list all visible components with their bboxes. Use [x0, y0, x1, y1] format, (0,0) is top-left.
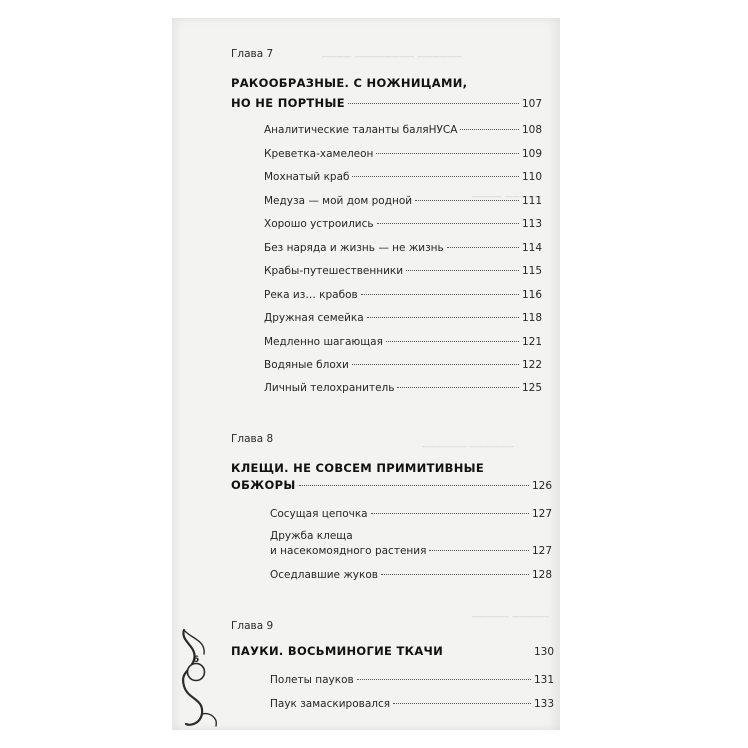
- toc-page-number: 111: [521, 195, 542, 207]
- toc-entry[interactable]: [264, 289, 542, 301]
- leader-dots: [299, 485, 529, 486]
- bleed-through-text: ▁▁▁▁▁▁ ▁▁▁▁▁▁: [422, 438, 515, 448]
- toc-entry[interactable]: [270, 698, 554, 710]
- toc-entry-title: Водяные блохи: [264, 359, 349, 371]
- toc-entry-chapter[interactable]: [231, 644, 554, 658]
- toc-entry-title: Сосущая цепочка: [270, 508, 368, 520]
- leader-dots: [367, 317, 519, 318]
- bleed-through-text: ▁▁▁▁ ▁▁▁▁▁▁▁▁ ▁▁▁▁▁▁: [322, 48, 463, 58]
- toc-entry-title: Река из… крабов: [264, 289, 358, 301]
- toc-page-number: 107: [521, 98, 542, 110]
- toc-entry[interactable]: [264, 359, 542, 371]
- page-number: 6: [192, 655, 200, 665]
- leader-dots: [393, 703, 531, 704]
- toc-entry-title: Хорошо устроились: [264, 218, 374, 230]
- bleed-through-text: ▁▁▁▁▁ ▁▁▁▁▁: [472, 608, 550, 618]
- toc-page-number: 121: [521, 336, 542, 348]
- leader-dots: [352, 176, 518, 177]
- leader-dots: [352, 364, 519, 365]
- toc-entry-title: Мохнатый краб: [264, 171, 350, 183]
- toc-entry[interactable]: [264, 336, 542, 348]
- toc-page-number: 122: [521, 359, 542, 371]
- leader-dots: [371, 513, 529, 514]
- chapter-label: Глава 9: [231, 620, 274, 632]
- toc-entry-title: ПАУКИ. ВОСЬМИНОГИЕ ТКАЧИ: [231, 644, 444, 658]
- leader-dots: [429, 550, 529, 551]
- leader-dots: [361, 294, 519, 295]
- chapter-title: РАКООБРАЗНЫЕ. С НОЖНИЦАМИ,: [231, 76, 468, 90]
- toc-entry-title: Медленно шагающая: [264, 336, 383, 348]
- toc-entry-title: Крабы-путешественники: [264, 265, 404, 277]
- toc-page-number: 113: [521, 218, 542, 230]
- toc-entry[interactable]: [270, 569, 552, 581]
- leader-dots: [460, 129, 519, 130]
- toc-entry-title: Личный телохранитель: [264, 382, 395, 394]
- toc-entry[interactable]: [264, 195, 542, 207]
- toc-entry[interactable]: [264, 312, 542, 324]
- toc-entry-title: Полеты пауков: [270, 674, 354, 686]
- page-ornament: [178, 628, 224, 728]
- toc-entry-title: Медуза — мой дом родной: [264, 195, 413, 207]
- toc-entry[interactable]: [270, 674, 554, 686]
- toc-entry[interactable]: [264, 218, 542, 230]
- leader-dots: [397, 387, 519, 388]
- toc-page-number: 115: [521, 265, 542, 277]
- toc-page-number: 130: [533, 646, 554, 658]
- toc-page-number: 133: [533, 698, 554, 710]
- toc-page-number: 127: [531, 508, 552, 520]
- toc-entry[interactable]: [264, 382, 542, 394]
- toc-page-number: 125: [521, 382, 542, 394]
- chapter-label: Глава 7: [231, 48, 274, 60]
- leader-dots: [357, 679, 531, 680]
- toc-entry[interactable]: [264, 171, 542, 183]
- toc-entry-title: Дружная семейка: [264, 312, 364, 324]
- leader-dots: [381, 574, 529, 575]
- leader-dots: [348, 103, 519, 104]
- toc-page-number: 127: [531, 545, 552, 557]
- toc-entry-title: и насекомоядного растения: [270, 545, 427, 557]
- toc-page-number: 116: [521, 289, 542, 301]
- toc-entry-title: НО НЕ ПОРТНЫЕ: [231, 96, 345, 110]
- leader-dots: [386, 341, 519, 342]
- leader-dots: [406, 270, 519, 271]
- toc-entry-title: Креветка-хамелеон: [264, 148, 374, 160]
- toc-entry-title: Аналитические таланты баляНУСА: [264, 124, 458, 136]
- toc-entry[interactable]: [270, 545, 552, 557]
- leader-dots: [376, 153, 519, 154]
- toc-entry-title-line1: Дружба клеща: [270, 530, 353, 542]
- leader-dots: [447, 247, 519, 248]
- toc-entry-title: ОБЖОРЫ: [231, 478, 296, 492]
- leader-space: [446, 651, 531, 652]
- toc-page-number: 114: [521, 242, 542, 254]
- toc-entry-title: Оседлавшие жуков: [270, 569, 378, 581]
- chapter-title: КЛЕЩИ. НЕ СОВСЕМ ПРИМИТИВНЫЕ: [231, 461, 485, 475]
- toc-page-number: 109: [521, 148, 542, 160]
- toc-entry-title: Без наряда и жизнь — не жизнь: [264, 242, 444, 254]
- toc-page-number: 128: [531, 569, 552, 581]
- leader-dots: [415, 200, 519, 201]
- toc-entry[interactable]: [264, 242, 542, 254]
- toc-entry[interactable]: [264, 124, 542, 136]
- toc-entry-title: Паук замаскировался: [270, 698, 391, 710]
- bleed-through-text: ▁▁▁▁ ▁▁▁▁▁: [472, 188, 543, 198]
- toc-page-number: 110: [521, 171, 542, 183]
- toc-entry[interactable]: [264, 265, 542, 277]
- toc-entry[interactable]: [264, 148, 542, 160]
- toc-page-number: 126: [531, 480, 552, 492]
- chapter-label: Глава 8: [231, 433, 274, 445]
- toc-page-number: 118: [521, 312, 542, 324]
- toc-entry-chapter[interactable]: [231, 478, 552, 492]
- toc-entry[interactable]: [270, 508, 552, 520]
- toc-page-number: 131: [533, 674, 554, 686]
- toc-entry-chapter[interactable]: [231, 96, 542, 110]
- toc-page-number: 108: [521, 124, 542, 136]
- leader-dots: [377, 223, 519, 224]
